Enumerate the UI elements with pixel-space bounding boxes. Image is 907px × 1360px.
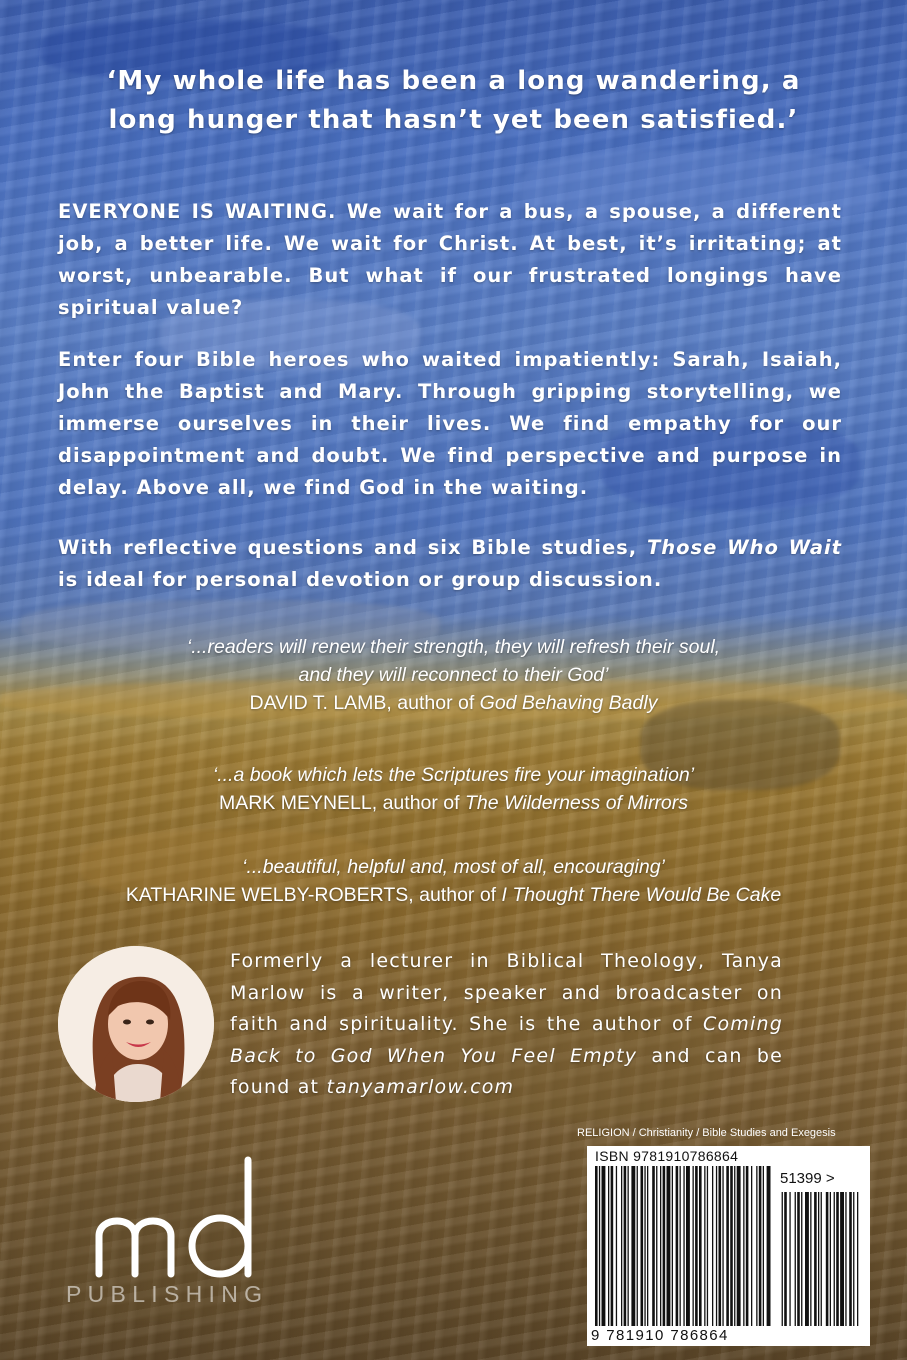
barcode-bar [830,1192,831,1326]
endorser-book: The Wilderness of Mirrors [464,792,689,814]
barcode-bar [621,1166,622,1326]
barcode-bar [716,1166,717,1326]
barcode-bar [676,1166,679,1326]
barcode-bar [656,1166,657,1326]
barcode-bar [707,1166,708,1326]
barcode-bar [818,1192,819,1326]
barcode-bar [686,1166,690,1326]
blurb-paragraph-1: EVERYONE IS WAITING. We wait for a bus, a spouse, a different job, a better life. We wait for Christ. At best, it’s irritating; at worst, unbearable. But what if our frustrated longings have spiritual value? [58,200,842,319]
opening-quote-line: ‘My whole life has been a long wandering, a [106,66,801,96]
barcode-bar [743,1166,744,1326]
barcode-bar [789,1192,790,1326]
barcode-bar [840,1192,844,1326]
barcode-bar [821,1192,822,1326]
barcode-bar [693,1166,694,1326]
endorser: MARK MEYNELL, author of [218,792,465,814]
blurb-text: is ideal for personal devotion or group discussion. [58,568,663,591]
barcode-bar [695,1166,698,1326]
barcode-bar [611,1166,614,1326]
barcode-bar [845,1192,846,1326]
barcode-bar [616,1166,617,1326]
barcode-bar [660,1166,661,1326]
book-category: RELIGION / Christianity / Bible Studies and Exegesis [577,1127,836,1139]
barcode-bar [782,1192,783,1326]
barcode-bar [763,1166,764,1326]
blurb-text: With reflective questions and six Bible studies, [58,536,647,559]
barcode-bars [587,1146,870,1346]
md-logo-mark [95,1150,275,1280]
barcode-bar [608,1166,609,1326]
barcode-bar [857,1192,858,1326]
barcode-bar [849,1192,852,1326]
endorsement [40,633,867,717]
barcode-bar [699,1166,702,1326]
barcode-bar [759,1166,762,1326]
barcode-bar [853,1192,854,1326]
barcode-bar [784,1192,787,1326]
barcode-bar [836,1192,839,1326]
barcode-bar [826,1192,829,1326]
barcode-bar [683,1166,684,1326]
barcode-bar [637,1166,638,1326]
barcode-bar [704,1166,705,1326]
barcode-digits: 9 781910 786864 [591,1327,729,1344]
barcode-bar [602,1166,606,1326]
endorser-book: I Thought There Would Be Cake [501,884,782,906]
endorser-book: God Behaving Badly [479,692,658,714]
barcode-bar [599,1166,600,1326]
barcode-bar [737,1166,741,1326]
barcode-bar [726,1166,729,1326]
barcode-bar [712,1166,713,1326]
barcode-bar [801,1192,802,1326]
barcode-bar [795,1192,796,1326]
bio-text: Formerly a lecturer in Biblical Theology, Tanya Marlow is a writer, speaker and broadcaster on faith and spirituality. She is the author of [230,950,783,1035]
barcode-bar [680,1166,681,1326]
barcode-bar [628,1166,629,1326]
barcode-bar [641,1166,644,1326]
endorsement-quote: ‘...readers will renew their strength, they will refresh their soul, [186,636,721,658]
barcode-bar [647,1166,648,1326]
barcode-bar [672,1166,673,1326]
endorser: KATHARINE WELBY-ROBERTS, author of [125,884,502,906]
barcode-bar [644,1166,645,1326]
barcode-bar [722,1166,723,1326]
barcode-bar [814,1192,817,1326]
endorsement-attribution [40,881,867,909]
barcode-bar [730,1166,733,1326]
barcode-bar [734,1166,735,1326]
endorsement-attribution [40,689,867,717]
barcode-bar [667,1166,671,1326]
barcode-bar [663,1166,666,1326]
author-website-link[interactable]: tanyamarlow.com [326,1076,515,1098]
barcode-bar [652,1166,655,1326]
isbn-barcode [587,1146,870,1346]
blurb-paragraph-2: Enter four Bible heroes who waited impatiently: Sarah, Isaiah, John the Baptist and Mary. Through gripping storytelling, we immerse ourselves in their lives. We find empathy for our disappointment and doubt. We find perspective and purpose in delay. Above all, we find God in the waiting. [58,348,842,499]
barcode-bar [631,1166,635,1326]
endorser: DAVID T. LAMB, author of [249,692,480,714]
md-publishing-logo-icon [95,1150,275,1280]
barcode-bar [751,1166,752,1326]
blurb-paragraph-3 [58,532,842,596]
author-portrait-drawing [58,946,214,1102]
barcode-bar [810,1192,811,1326]
opening-quote [30,62,877,140]
book-title: Those Who Wait [646,536,842,559]
barcode-bar [595,1166,598,1326]
endorsement [40,761,867,817]
barcode-bar [746,1166,749,1326]
bio-text: and can be found at [230,1044,783,1098]
price-code: 51399 > [780,1170,835,1187]
endorsement [40,853,867,909]
publisher-name: PUBLISHING [66,1281,269,1307]
barcode-bar [767,1166,771,1326]
barcode-bar [834,1192,835,1326]
barcode-bar [797,1192,800,1326]
bio-book-title: Coming Back to God When You Feel Empty [230,1013,783,1067]
barcode-bar [624,1166,627,1326]
barcode-bar [756,1166,757,1326]
endorsement-quote: ‘...a book which lets the Scriptures fire your imagination’ [212,764,695,786]
endorsement-attribution [40,789,867,817]
endorsement-quote: ‘...beautiful, helpful and, most of all, encouraging’ [242,856,665,878]
isbn-label: ISBN 9781910786864 [595,1148,739,1164]
endorsement-quote: and they will reconnect to their God’ [298,664,609,686]
opening-quote-line: long hunger that hasn’t yet been satisfied.’ [108,105,799,135]
barcode-bar [719,1166,722,1326]
barcode-bar [805,1192,809,1326]
author-portrait-icon [58,946,214,1102]
author-bio [230,946,783,1104]
